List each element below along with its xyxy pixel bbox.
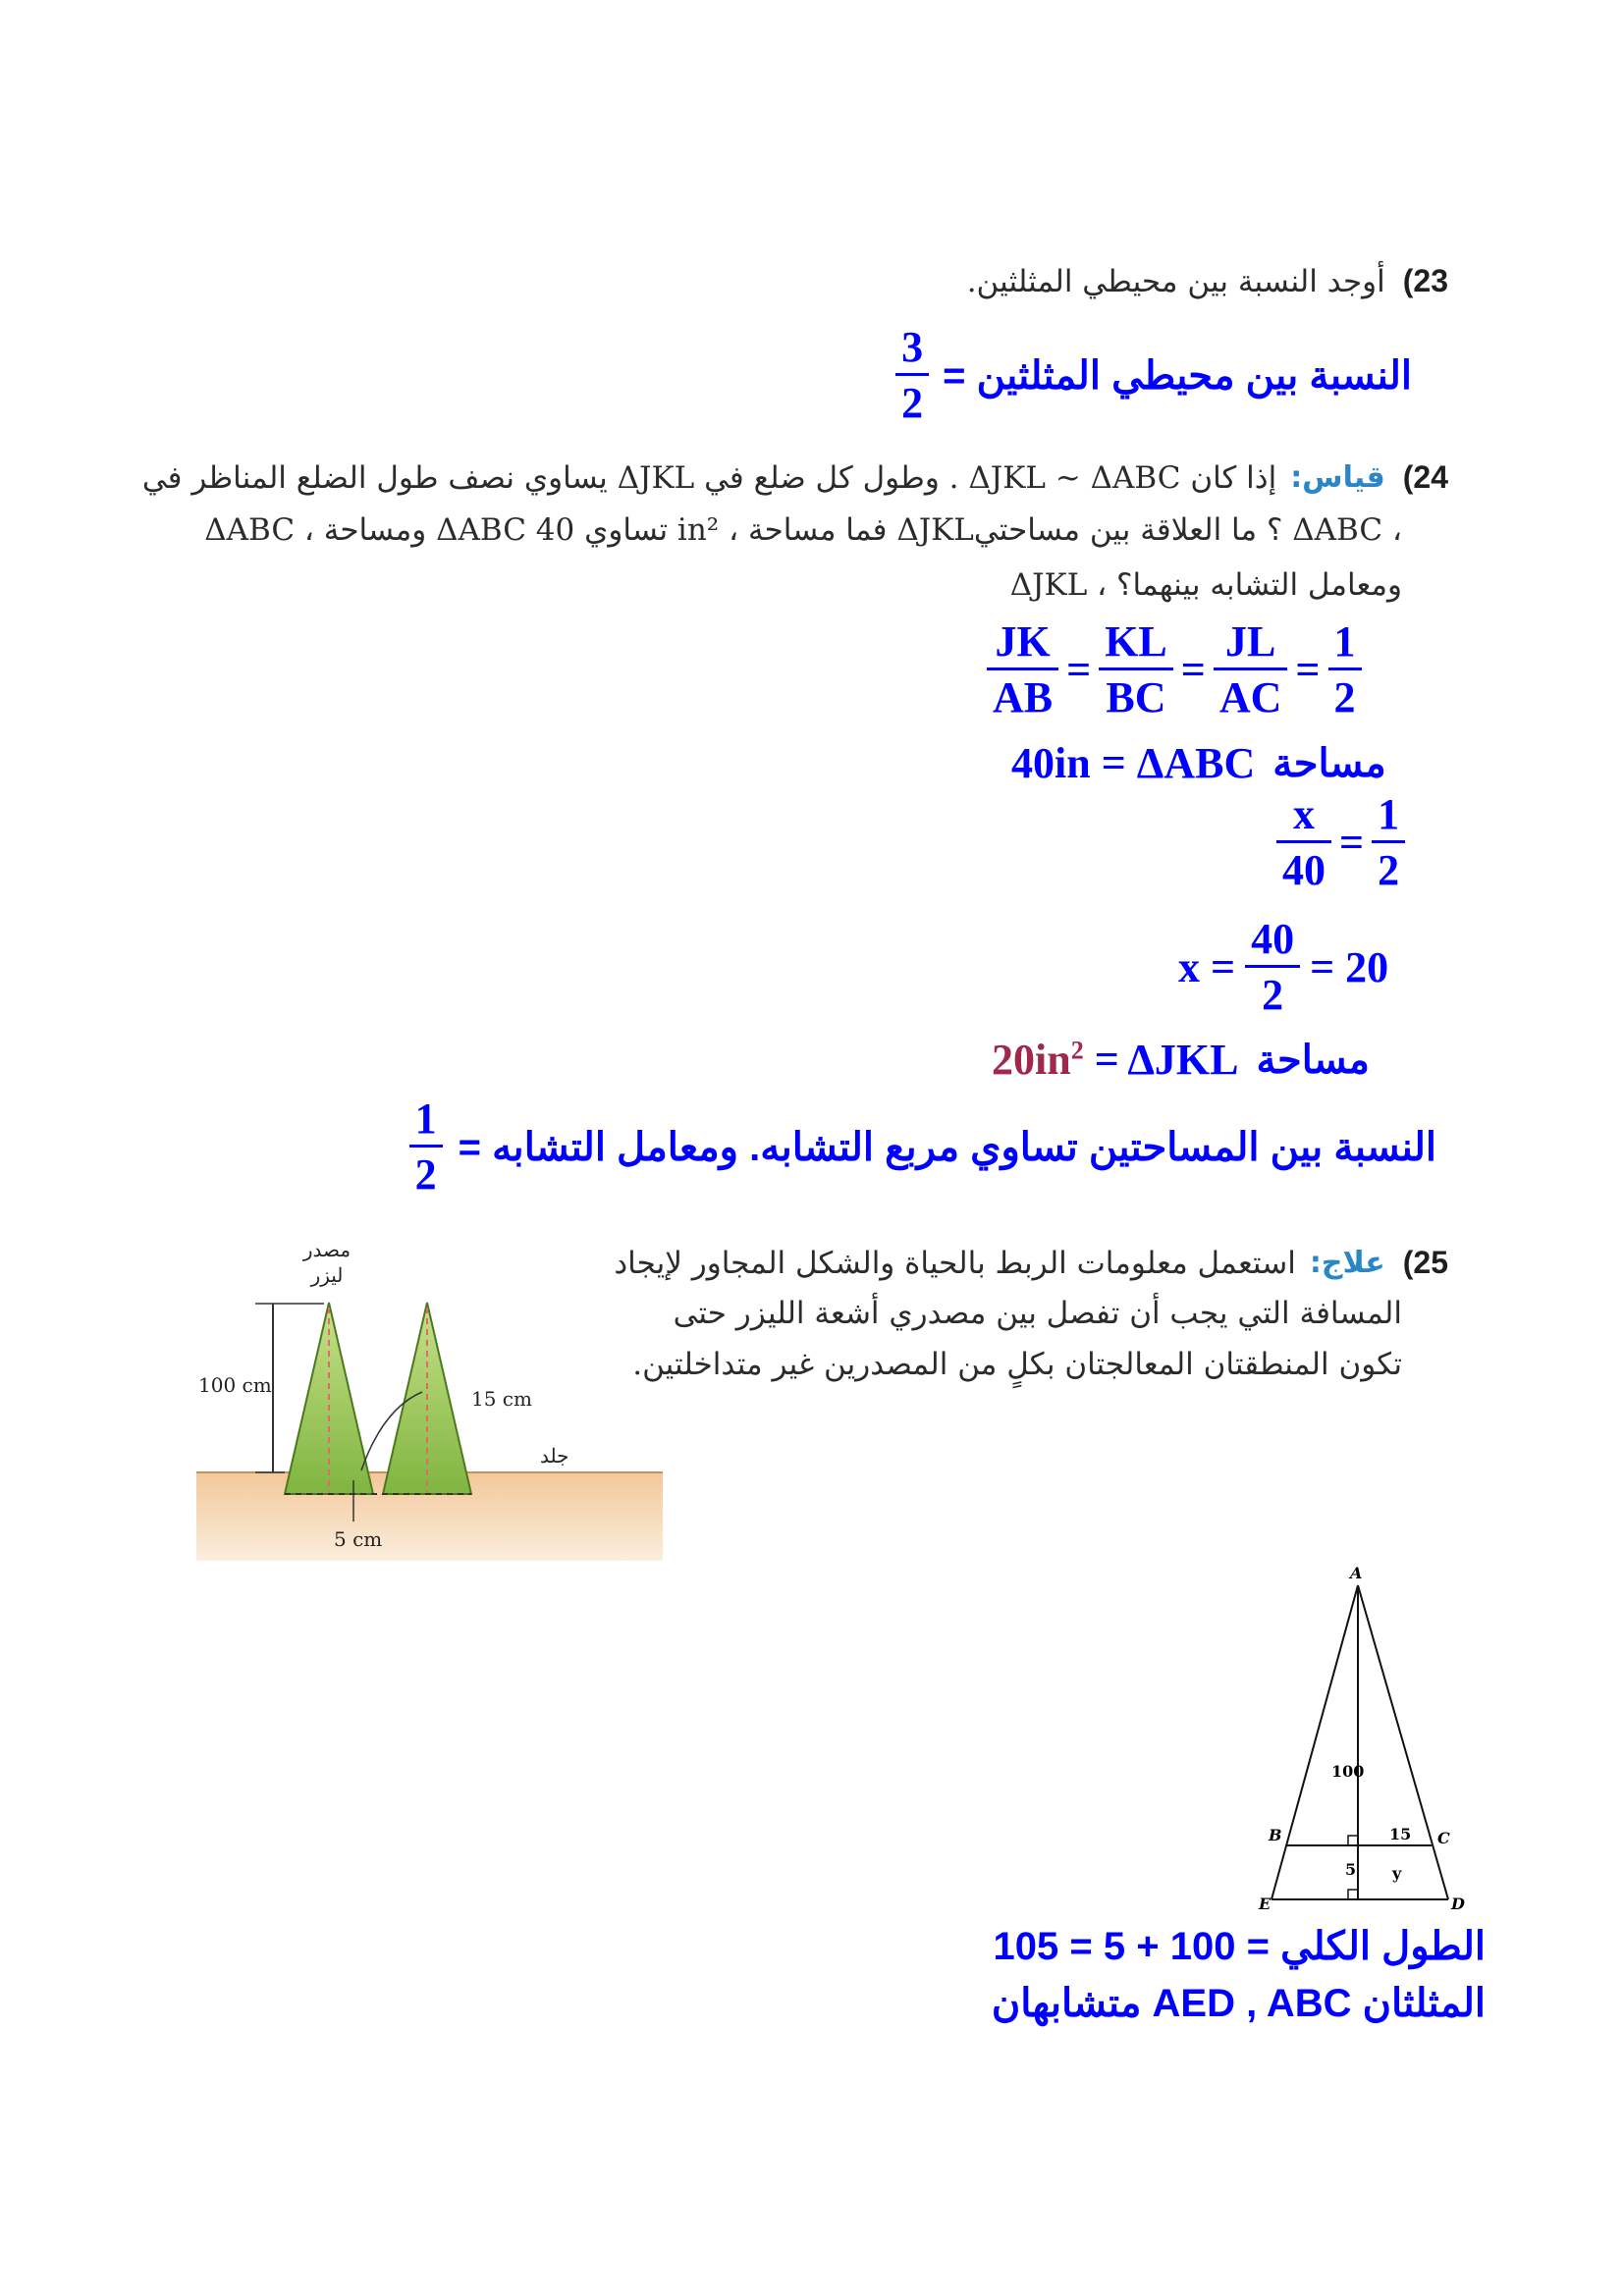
equals-sign: =: [1066, 646, 1092, 694]
q23-answer: [895, 323, 1412, 427]
q24-solve: [1178, 915, 1389, 1019]
q24-area-jkl: [992, 1035, 1370, 1085]
vertex-e: E: [1259, 1895, 1271, 1909]
q24-proportion: [1276, 790, 1405, 894]
q25-keyword: علاج:: [1309, 1246, 1385, 1280]
label-y: y: [1392, 1864, 1402, 1883]
q25-similar-triangles: المثلثان AED , ABC متشابهان: [991, 1982, 1486, 2025]
q24-line3: ΔJKL ، ومعامل التشابه بينهما؟: [1009, 567, 1402, 603]
q23-answer-label: النسبة بين محيطي المثلثين =: [943, 353, 1412, 398]
proportion-x-40: [1276, 790, 1331, 894]
source-label-2: ليزر: [310, 1263, 344, 1287]
label-15: 15: [1389, 1825, 1412, 1843]
q23-question: [967, 263, 1448, 299]
label-5: 5: [1345, 1860, 1357, 1879]
solve-lhs: x =: [1178, 943, 1236, 991]
depth-label: 5 cm: [334, 1527, 383, 1551]
ratio-two: 2: [1333, 673, 1356, 721]
right-angle-bc: [1348, 1836, 1358, 1845]
equals-sign: =: [1295, 646, 1321, 694]
ratio-fraction-jk-ab: [987, 617, 1058, 721]
area-abc-label: مساحة: [1272, 741, 1386, 785]
area-jkl-exponent: 2: [1070, 1036, 1084, 1065]
solve-rhs: = 20: [1310, 943, 1389, 991]
q25-line1: استعمل معلومات الربط بالحياة والشكل المجاور لإيجاد: [614, 1245, 1296, 1281]
equals-sign: =: [1339, 819, 1365, 867]
q23-number: 23): [1402, 263, 1448, 298]
proportion-1-2: [1372, 790, 1405, 894]
side-ae: [1271, 1585, 1358, 1899]
q23-answer-denominator: 2: [901, 379, 924, 427]
q23-answer-fraction: [895, 323, 929, 427]
proportion-x: x: [1276, 793, 1331, 843]
conclusion-denominator: 2: [414, 1150, 437, 1199]
area-jkl-rest: = ΔJKL: [1083, 1036, 1239, 1084]
height-label: 100 cm: [198, 1373, 272, 1397]
ratio-ab: AB: [993, 673, 1054, 721]
q24-question-line1: [142, 459, 1448, 496]
ratio-fraction-one-half: [1328, 617, 1362, 721]
q25-question-line1: [614, 1245, 1448, 1281]
area-jkl-number: 20in: [992, 1036, 1071, 1084]
q25-number: 25): [1402, 1245, 1448, 1280]
ratio-kl: KL: [1099, 620, 1173, 670]
solve-fraction: [1245, 915, 1300, 1019]
ratio-one: 1: [1328, 620, 1362, 670]
q25-line3: تكون المنطقتان المعالجتان بكلٍ من المصدرين غير متداخلتين.: [632, 1347, 1402, 1382]
vertex-d: D: [1451, 1895, 1465, 1909]
area-abc-expression: 40in = ΔABC: [1011, 739, 1256, 787]
solve-numerator: 40: [1245, 918, 1300, 968]
laser-figure: [196, 1227, 663, 1561]
vertex-a: A: [1350, 1564, 1363, 1582]
q25-line2: المسافة التي يجب أن تفصل بين مصدري أشعة الليزر حتى: [673, 1296, 1402, 1331]
q24-ratio-equation: [987, 617, 1362, 721]
ratio-ac: AC: [1218, 673, 1282, 721]
conclusion-fraction: [409, 1097, 443, 1197]
conclusion-text: النسبة بين المساحتين تساوي مربع التشابه. ومعامل التشابه =: [458, 1125, 1436, 1169]
area-jkl-label: مساحة: [1256, 1038, 1370, 1082]
conclusion-numerator: 1: [409, 1097, 443, 1148]
solve-denominator: 2: [1262, 971, 1284, 1019]
equals-sign: =: [1180, 646, 1206, 694]
q24-line1: إذا كان ΔJKL ~ ΔABC . وطول كل ضلع في ΔJKL يساوي نصف طول الضلع المناظر في: [141, 459, 1277, 496]
proportion-1: 1: [1372, 793, 1405, 843]
q25-total-length: الطول الكلي = 100 + 5 = 105: [993, 1925, 1486, 1968]
ratio-fraction-jl-ac: [1214, 617, 1288, 721]
ratio-fraction-kl-bc: [1099, 617, 1173, 721]
label-100: 100: [1331, 1762, 1365, 1781]
ratio-bc: BC: [1106, 673, 1166, 721]
proportion-2: 2: [1378, 846, 1400, 894]
source-label: مصدر: [302, 1238, 352, 1261]
q23-text: أوجد النسبة بين محيطي المثلثين.: [966, 263, 1385, 299]
vertex-c: C: [1437, 1829, 1450, 1847]
skin-label: جلد: [540, 1444, 569, 1468]
proportion-40: 40: [1282, 846, 1325, 894]
q24-number: 24): [1402, 459, 1448, 495]
area-jkl-value: [992, 1035, 1084, 1085]
q24-keyword: قياس:: [1290, 460, 1385, 495]
ratio-jk: JK: [987, 620, 1058, 670]
width-label: 15 cm: [471, 1387, 532, 1411]
q23-answer-numerator: 3: [895, 326, 929, 376]
side-ad: [1358, 1585, 1448, 1899]
q24-conclusion: [409, 1097, 1436, 1197]
ratio-jl: JL: [1214, 620, 1288, 670]
vertex-b: B: [1269, 1826, 1282, 1844]
q24-line2: ΔABC ، ومساحة ΔABC تساوي 40 in² ، فما مساحة ΔJKL؟ ما العلاقة بين مساحتي ΔABC ،: [204, 512, 1402, 548]
triangle-diagram: [1237, 1561, 1492, 1909]
right-angle-ed: [1348, 1890, 1358, 1899]
q24-area-abc: [1011, 738, 1386, 788]
